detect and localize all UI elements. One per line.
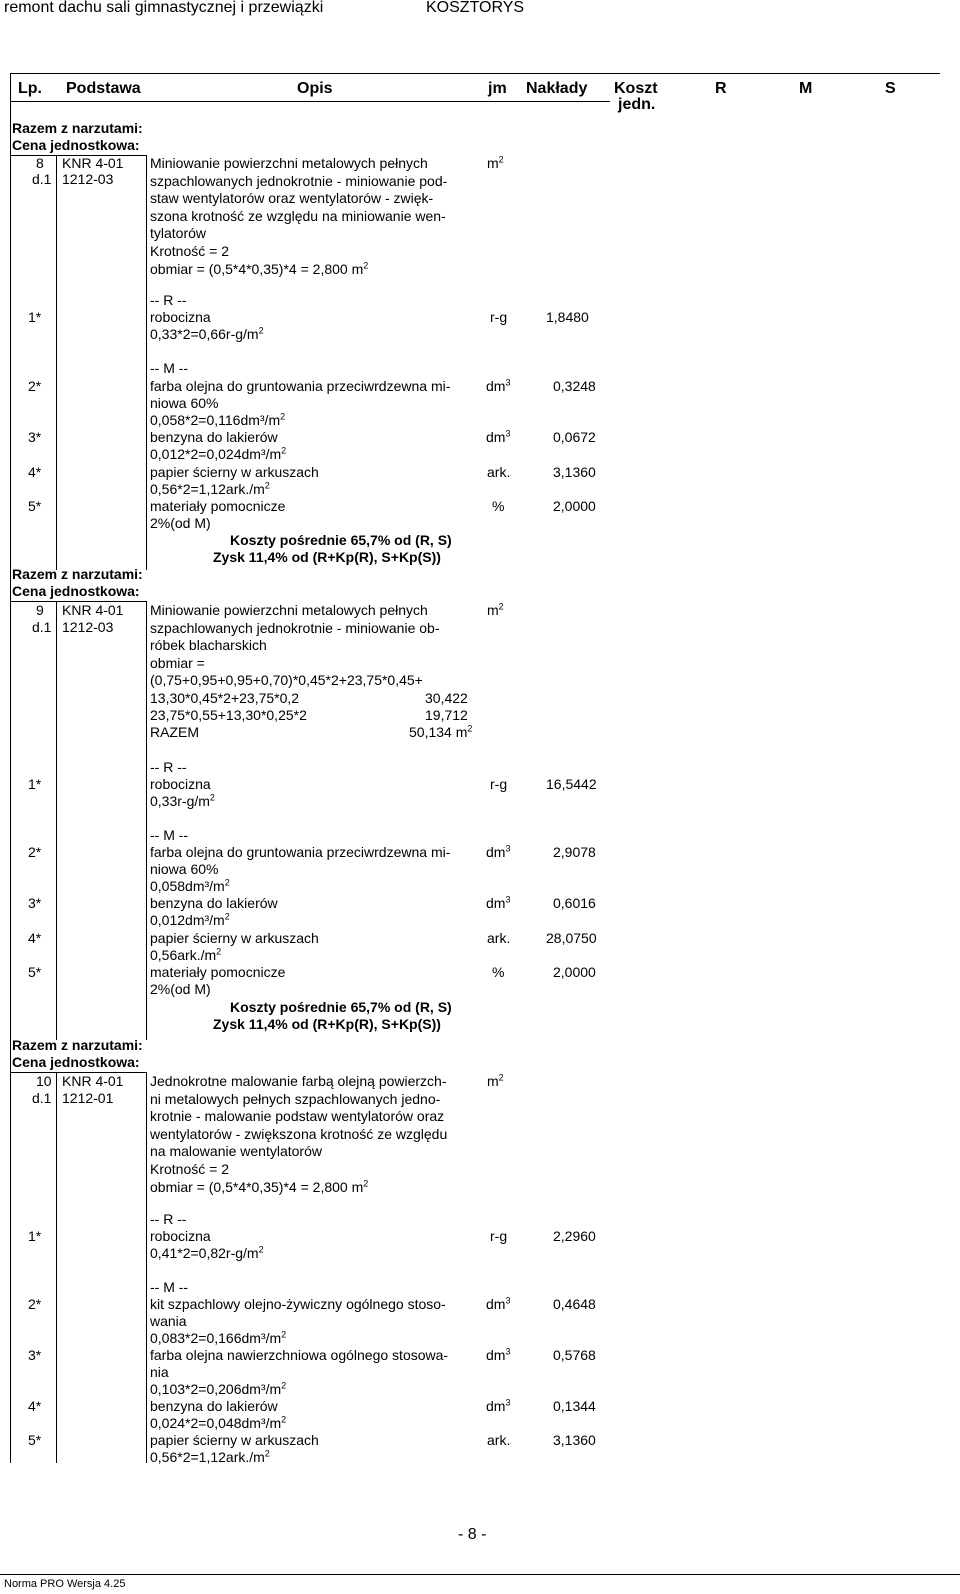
col-r: R bbox=[715, 80, 727, 97]
calc-expression: 23,75*0,55+13,30*0,25*2 bbox=[150, 707, 307, 723]
item-unit: $dm^3$ bbox=[486, 1397, 511, 1414]
labour-group: -- R -- bbox=[150, 759, 187, 775]
overhead-costs: Koszty pośrednie 65,7% od (R, S) bbox=[230, 999, 452, 1015]
item-quantity: 3,1360 bbox=[553, 464, 596, 480]
item-name: benzyna do lakierów bbox=[150, 429, 278, 445]
position-number: 10 bbox=[36, 1073, 52, 1089]
col-opis: Opis bbox=[297, 80, 333, 97]
item-number: 3* bbox=[28, 1347, 42, 1363]
item-unit: r-g bbox=[490, 1228, 508, 1244]
calc-value: 30,422 bbox=[425, 690, 468, 706]
item-norm: $0,083*2=0,166dm^3/m^2$ bbox=[150, 1329, 287, 1346]
knr-table: 1212-01 bbox=[62, 1090, 114, 1106]
table-top-border bbox=[10, 73, 940, 74]
item-number: 3* bbox=[28, 429, 42, 445]
item-name: papier ścierny w arkuszach bbox=[150, 464, 319, 480]
item-name: farba olejna do gruntowania przeciwrdzewna mi- bbox=[150, 378, 451, 394]
item-unit: % bbox=[492, 498, 505, 514]
knr-code: KNR 4-01 bbox=[62, 602, 124, 618]
column-divider-4 bbox=[146, 155, 147, 570]
item-number: 4* bbox=[28, 930, 42, 946]
cena-label: Cena jednostkowa: bbox=[12, 1054, 140, 1070]
item-name-cont: niowa 60% bbox=[150, 861, 219, 877]
item-name: robocizna bbox=[150, 309, 211, 325]
calc-total-value: 50,134 $m^2$ bbox=[409, 723, 473, 740]
item-unit: $dm^3$ bbox=[486, 843, 511, 860]
material-group: -- M -- bbox=[150, 360, 189, 376]
item-norm: $0,058dm^3/m^2$ bbox=[150, 877, 230, 894]
position-description: Miniowanie powierzchni metalowych pełnych szpachlowanych jednokrotnie - miniowanie pod- staw wentylatorów oraz wentylatorów - zwięk- szona krotność ze względu na miniowanie wen- tylatorów Krotność = 2 obmiar = (0,5*4*0,35)*4 = 2,800 $m^2$ bbox=[150, 155, 448, 277]
document-title: remont dachu sali gimnastycznej i przewiązki bbox=[4, 0, 324, 16]
position-number: 9 bbox=[36, 602, 44, 618]
position-number: 8 bbox=[36, 155, 44, 171]
item-unit: r-g bbox=[490, 309, 508, 325]
item-unit: $dm^3$ bbox=[486, 428, 511, 445]
calc-total-label: RAZEM bbox=[150, 724, 199, 740]
item-unit: ark. bbox=[487, 1432, 511, 1448]
cena-label: Cena jednostkowa: bbox=[12, 583, 140, 599]
labour-group: -- R -- bbox=[150, 292, 187, 308]
col-koszt: Koszt bbox=[614, 80, 658, 97]
item-number: 2* bbox=[28, 844, 42, 860]
item-norm: $0,012dm^3/m^2$ bbox=[150, 911, 230, 928]
item-norm: $0,56*2=1,12ark./m^2$ bbox=[150, 480, 270, 497]
item-unit: ark. bbox=[487, 464, 511, 480]
item-quantity: 3,1360 bbox=[553, 1432, 596, 1448]
position-sub: d.1 bbox=[32, 1090, 52, 1106]
software-version: Norma PRO Wersja 4.25 bbox=[4, 1578, 126, 1590]
material-group: -- M -- bbox=[150, 1279, 189, 1295]
page-number: - 8 - bbox=[458, 1526, 487, 1543]
item-number: 5* bbox=[28, 498, 42, 514]
unit: $m^2$ bbox=[487, 1072, 504, 1089]
document-type: KOSZTORYS bbox=[426, 0, 525, 16]
item-norm: $0,56*2=1,12ark./m^2$ bbox=[150, 1448, 270, 1465]
position-sub: d.1 bbox=[32, 619, 52, 635]
cena-label: Cena jednostkowa: bbox=[12, 137, 140, 153]
item-name: kit szpachlowy olejno-żywiczny ogólnego stoso- bbox=[150, 1296, 446, 1312]
position-sub: d.1 bbox=[32, 171, 52, 187]
item-unit: r-g bbox=[490, 776, 508, 792]
col-podstawa: Podstawa bbox=[66, 80, 141, 97]
item-unit: $dm^3$ bbox=[486, 377, 511, 394]
labour-group: -- R -- bbox=[150, 1211, 187, 1227]
item-norm: $0,024*2=0,048dm^3/m^2$ bbox=[150, 1414, 287, 1431]
item-name: robocizna bbox=[150, 1228, 211, 1244]
item-norm: $0,058*2=0,116dm^3/m^2$ bbox=[150, 411, 286, 428]
item-quantity: 2,2960 bbox=[553, 1228, 596, 1244]
item-number: 5* bbox=[28, 1432, 42, 1448]
item-number: 1* bbox=[28, 776, 42, 792]
material-group: -- M -- bbox=[150, 827, 189, 843]
item-name: robocizna bbox=[150, 776, 211, 792]
knr-table: 1212-03 bbox=[62, 171, 114, 187]
item-number: 5* bbox=[28, 964, 42, 980]
overhead-costs: Koszty pośrednie 65,7% od (R, S) bbox=[230, 532, 452, 548]
knr-code: KNR 4-01 bbox=[62, 155, 124, 171]
item-norm: 2%(od M) bbox=[150, 981, 211, 997]
item-unit: $dm^3$ bbox=[486, 1295, 511, 1312]
item-quantity: 1,8480 bbox=[546, 309, 589, 325]
item-name-cont: niowa 60% bbox=[150, 395, 219, 411]
unit: $m^2$ bbox=[487, 154, 504, 171]
item-number: 2* bbox=[28, 1296, 42, 1312]
item-name: papier ścierny w arkuszach bbox=[150, 1432, 319, 1448]
item-norm: $0,103*2=0,206dm^3/m^2$ bbox=[150, 1380, 287, 1397]
item-number: 2* bbox=[28, 378, 42, 394]
item-unit: ark. bbox=[487, 930, 511, 946]
calc-value: 19,712 bbox=[425, 707, 468, 723]
footer-rule bbox=[0, 1574, 960, 1575]
col-m: M bbox=[799, 80, 813, 97]
item-norm: $0,41*2=0,82r-g/m^2$ bbox=[150, 1244, 264, 1261]
item-quantity: 2,0000 bbox=[553, 498, 596, 514]
header-separator bbox=[10, 101, 610, 102]
position-description: Miniowanie powierzchni metalowych pełnych szpachlowanych jednokrotnie - miniowanie ob- róbek blacharskich obmiar = (0,75+0,95+0,95+0,70)*0,45*2+23,75*0,45+ bbox=[150, 602, 440, 689]
item-name-cont: wania bbox=[150, 1313, 187, 1329]
unit: $m^2$ bbox=[487, 601, 504, 618]
item-name: materiały pomocnicze bbox=[150, 964, 286, 980]
item-norm: 2%(od M) bbox=[150, 515, 211, 531]
item-number: 4* bbox=[28, 464, 42, 480]
item-norm: $0,33r-g/m^2$ bbox=[150, 792, 215, 809]
item-number: 4* bbox=[28, 1398, 42, 1414]
col-naklady: Nakłady bbox=[526, 80, 588, 97]
calc-expression: 13,30*0,45*2+23,75*0,2 bbox=[150, 690, 300, 706]
item-quantity: 28,0750 bbox=[546, 930, 597, 946]
column-divider-2 bbox=[56, 601, 57, 1040]
item-name: benzyna do lakierów bbox=[150, 1398, 278, 1414]
item-quantity: 0,0672 bbox=[553, 429, 596, 445]
knr-table: 1212-03 bbox=[62, 619, 114, 635]
item-name: farba olejna do gruntowania przeciwrdzewna mi- bbox=[150, 844, 451, 860]
item-norm: $0,56ark./m^2$ bbox=[150, 946, 222, 963]
item-name: papier ścierny w arkuszach bbox=[150, 930, 319, 946]
item-unit: % bbox=[492, 964, 505, 980]
item-quantity: 0,4648 bbox=[553, 1296, 596, 1312]
item-unit: $dm^3$ bbox=[486, 1346, 511, 1363]
column-divider-6 bbox=[146, 1072, 147, 1463]
item-name: materiały pomocnicze bbox=[150, 498, 286, 514]
razem-label: Razem z narzutami: bbox=[12, 1037, 143, 1053]
razem-label: Razem z narzutami: bbox=[12, 566, 143, 582]
column-divider-5 bbox=[146, 601, 147, 1040]
item-number: 1* bbox=[28, 309, 42, 325]
table-left-border bbox=[10, 73, 11, 1463]
item-quantity: 0,1344 bbox=[553, 1398, 596, 1414]
knr-code: KNR 4-01 bbox=[62, 1073, 124, 1089]
position-description: Jednokrotne malowanie farbą olejną powierzch- ni metalowych pełnych szpachlowanych jedno- krotnie - malowanie podstaw wentylatorów oraz wentylatorów - zwiększona krotność ze względu na malowanie wentylatorów Krotność = 2 obmiar = (0,5*4*0,35)*4 = 2,800 $m^2$ bbox=[150, 1073, 448, 1195]
col-s: S bbox=[885, 80, 896, 97]
item-number: 1* bbox=[28, 1228, 42, 1244]
item-quantity: 2,0000 bbox=[553, 964, 596, 980]
razem-label: Razem z narzutami: bbox=[12, 120, 143, 136]
item-quantity: 0,6016 bbox=[553, 895, 596, 911]
profit: Zysk 11,4% od (R+Kp(R), S+Kp(S)) bbox=[213, 1016, 441, 1032]
item-unit: $dm^3$ bbox=[486, 894, 511, 911]
col-jm: jm bbox=[488, 80, 507, 97]
col-koszt-jedn: jedn. bbox=[618, 96, 656, 113]
column-divider-1 bbox=[56, 155, 57, 570]
item-quantity: 0,5768 bbox=[553, 1347, 596, 1363]
profit: Zysk 11,4% od (R+Kp(R), S+Kp(S)) bbox=[213, 549, 441, 565]
item-number: 3* bbox=[28, 895, 42, 911]
item-name: farba olejna nawierzchniowa ogólnego stosowa- bbox=[150, 1347, 449, 1363]
item-quantity: 2,9078 bbox=[553, 844, 596, 860]
column-divider-3 bbox=[56, 1072, 57, 1463]
item-quantity: 16,5442 bbox=[546, 776, 597, 792]
item-quantity: 0,3248 bbox=[553, 378, 596, 394]
col-lp: Lp. bbox=[18, 80, 42, 97]
item-norm: $0,012*2=0,024dm^3/m^2$ bbox=[150, 445, 287, 462]
item-name: benzyna do lakierów bbox=[150, 895, 278, 911]
item-norm: $0,33*2=0,66r-g/m^2$ bbox=[150, 325, 264, 342]
item-name-cont: nia bbox=[150, 1364, 169, 1380]
